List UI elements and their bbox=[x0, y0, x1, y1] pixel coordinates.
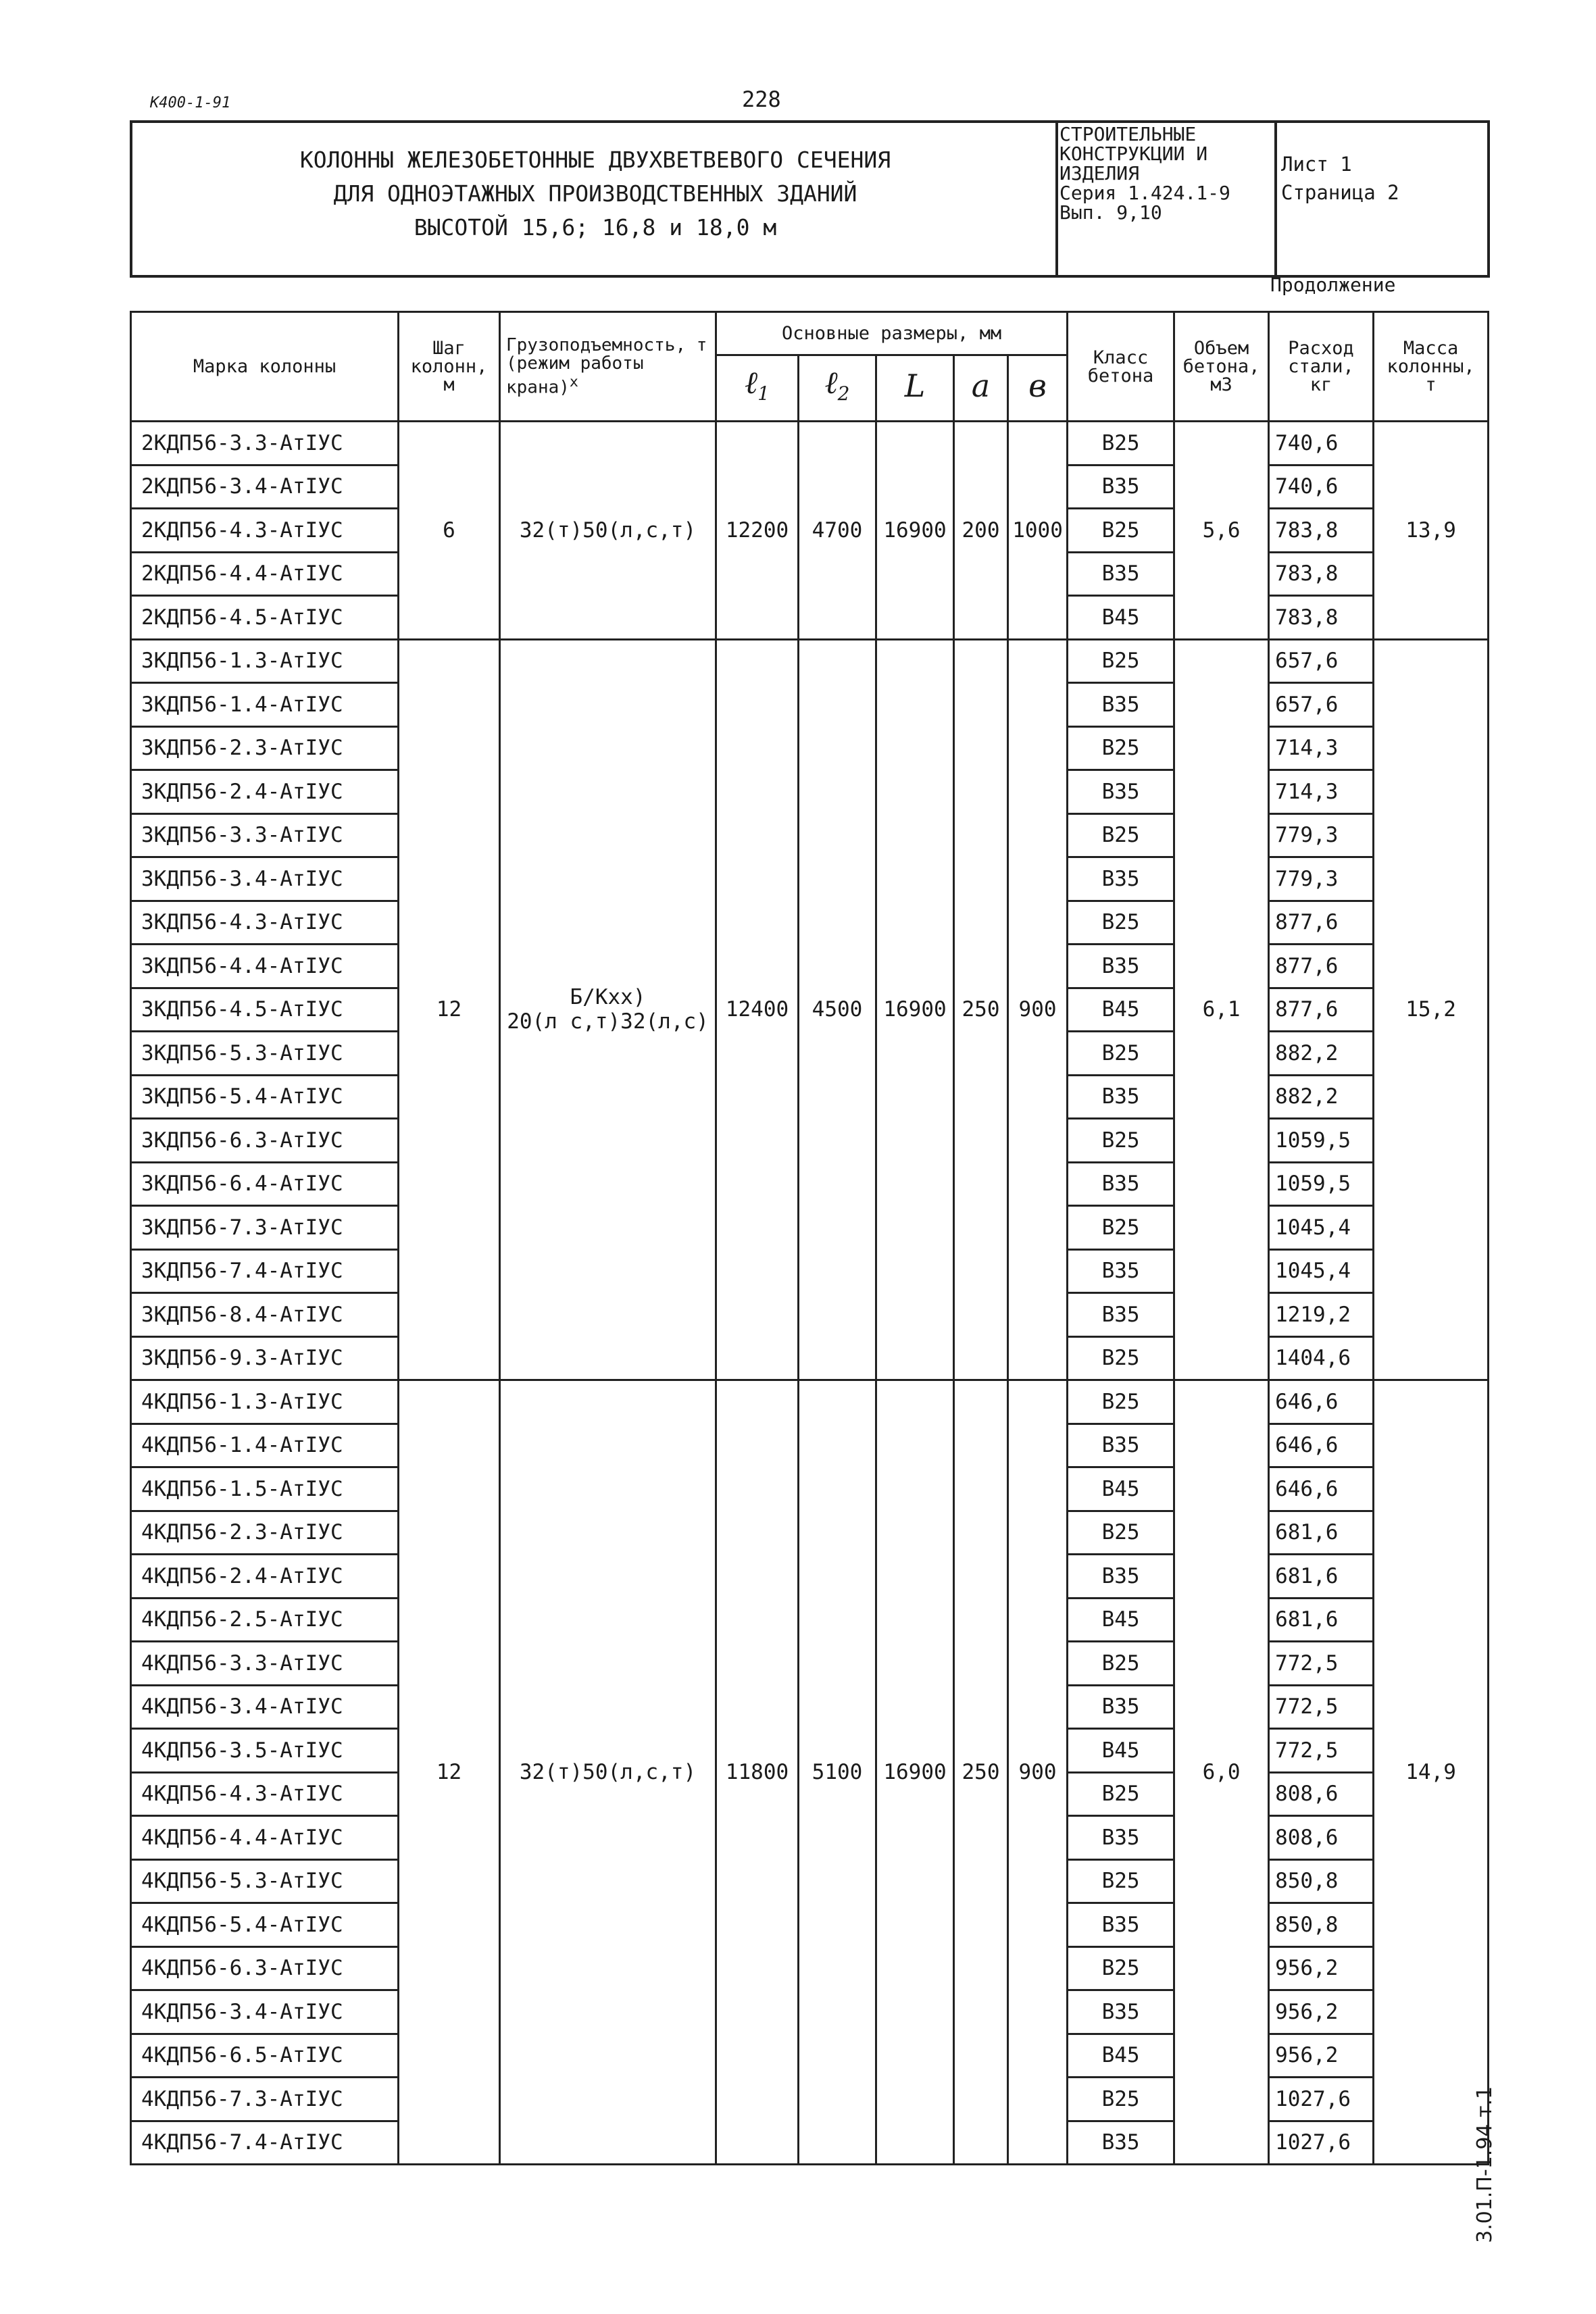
cell-concrete-class: В25 bbox=[1068, 1380, 1174, 1424]
cell-steel: 646,6 bbox=[1269, 1467, 1374, 1511]
cell-a: 250 bbox=[954, 1380, 1008, 2165]
cell-concrete-class: В25 bbox=[1068, 1946, 1174, 1990]
page-number: 228 bbox=[742, 86, 781, 112]
cell-l1: 11800 bbox=[716, 1380, 799, 2165]
cell-mass: 13,9 bbox=[1374, 422, 1489, 640]
cell-steel: 783,8 bbox=[1269, 596, 1374, 640]
cell-concrete-class: В45 bbox=[1068, 1729, 1174, 1773]
header-concrete-class: Класс бетона bbox=[1068, 312, 1174, 422]
cell-concrete-class: В35 bbox=[1068, 1816, 1174, 1860]
cell-mark: 4КДП56-3.5-АтIУС bbox=[131, 1729, 399, 1773]
capacity-value: 32(т)50(л,с,т) bbox=[519, 518, 697, 543]
cell-L: 16900 bbox=[876, 422, 954, 640]
cell-concrete-class: В25 bbox=[1068, 1511, 1174, 1555]
cell-capacity bbox=[500, 422, 716, 640]
cell-concrete-volume: 6,0 bbox=[1174, 1380, 1269, 2165]
cell-mark: 4КДП56-1.3-АтIУС bbox=[131, 1380, 399, 1424]
cell-concrete-class: В35 bbox=[1068, 1685, 1174, 1729]
cell-concrete-class: В25 bbox=[1068, 639, 1174, 683]
cell-mark: 2КДП56-3.3-АтIУС bbox=[131, 422, 399, 466]
cell-mark: 3КДП56-5.3-АтIУС bbox=[131, 1032, 399, 1076]
cell-step: 6 bbox=[399, 422, 500, 640]
cell-l1: 12200 bbox=[716, 422, 799, 640]
cell-mark: 4КДП56-3.4-АтIУС bbox=[131, 1685, 399, 1729]
header-step: Шаг колонн, м bbox=[399, 312, 500, 422]
series-line: КОНСТРУКЦИИ И bbox=[1059, 143, 1208, 165]
cell-concrete-class: В25 bbox=[1068, 1336, 1174, 1380]
cell-l2: 4500 bbox=[799, 639, 876, 1380]
cell-steel: 1404,6 bbox=[1269, 1336, 1374, 1380]
cell-steel: 714,3 bbox=[1269, 770, 1374, 814]
title-line: КОЛОННЫ ЖЕЛЕЗОБЕТОННЫЕ ДВУХВЕТВЕВОГО СЕЧЕНИЯ bbox=[299, 147, 891, 173]
cell-a: 200 bbox=[954, 422, 1008, 640]
capacity-note: Б/Кхх) bbox=[570, 985, 646, 1010]
series-line: Вып. 9,10 bbox=[1059, 201, 1162, 224]
cell-mark: 4КДП56-1.4-АтIУС bbox=[131, 1424, 399, 1467]
cell-mark: 4КДП56-3.3-АтIУС bbox=[131, 1642, 399, 1686]
cell-steel: 1027,6 bbox=[1269, 2121, 1374, 2165]
cell-steel: 657,6 bbox=[1269, 683, 1374, 727]
cell-concrete-class: В45 bbox=[1068, 1467, 1174, 1511]
cell-concrete-class: В35 bbox=[1068, 1075, 1174, 1119]
cell-mark: 4КДП56-2.3-АтIУС bbox=[131, 1511, 399, 1555]
cell-concrete-class: В25 bbox=[1068, 1642, 1174, 1686]
sheet-info bbox=[1281, 150, 1484, 207]
cell-steel: 956,2 bbox=[1269, 2034, 1374, 2078]
cell-concrete-class: В35 bbox=[1068, 1990, 1174, 2034]
header-capacity-sup: х bbox=[569, 373, 578, 391]
cell-steel: 850,8 bbox=[1269, 1903, 1374, 1947]
cell-mark: 3КДП56-3.4-АтIУС bbox=[131, 857, 399, 901]
title-divider bbox=[1274, 123, 1277, 275]
cell-steel: 1059,5 bbox=[1269, 1162, 1374, 1206]
cell-concrete-volume: 6,1 bbox=[1174, 639, 1269, 1380]
side-stamp-text: 3.01.П-1.94 т.1 bbox=[1473, 2086, 1497, 2243]
cell-mark: 4КДП56-6.5-АтIУС bbox=[131, 2034, 399, 2078]
cell-steel: 646,6 bbox=[1269, 1424, 1374, 1467]
cell-mark: 4КДП56-1.5-АтIУС bbox=[131, 1467, 399, 1511]
cell-mark: 4КДП56-5.3-АтIУС bbox=[131, 1859, 399, 1903]
cell-steel: 740,6 bbox=[1269, 422, 1374, 466]
cell-b: 1000 bbox=[1008, 422, 1068, 640]
cell-steel: 681,6 bbox=[1269, 1555, 1374, 1599]
cell-steel: 882,2 bbox=[1269, 1075, 1374, 1119]
cell-mark: 4КДП56-3.4-АтIУС bbox=[131, 1990, 399, 2034]
cell-steel: 808,6 bbox=[1269, 1816, 1374, 1860]
cell-concrete-class: В45 bbox=[1068, 2034, 1174, 2078]
cell-steel: 779,3 bbox=[1269, 857, 1374, 901]
cell-capacity bbox=[500, 1380, 716, 2165]
cell-mark: 2КДП56-4.4-АтIУС bbox=[131, 552, 399, 596]
cell-l2: 4700 bbox=[799, 422, 876, 640]
cell-b: 900 bbox=[1008, 1380, 1068, 2165]
cell-steel: 850,8 bbox=[1269, 1859, 1374, 1903]
cell-mass: 15,2 bbox=[1374, 639, 1489, 1380]
title-block bbox=[130, 120, 1490, 278]
cell-steel: 772,5 bbox=[1269, 1642, 1374, 1686]
cell-mark: 3КДП56-3.3-АтIУС bbox=[131, 813, 399, 857]
cell-concrete-class: В35 bbox=[1068, 465, 1174, 509]
cell-steel: 779,3 bbox=[1269, 813, 1374, 857]
cell-L: 16900 bbox=[876, 1380, 954, 2165]
cell-mark: 3КДП56-8.4-АтIУС bbox=[131, 1293, 399, 1337]
cell-step: 12 bbox=[399, 639, 500, 1380]
header-mark: Марка колонны bbox=[131, 312, 399, 422]
table-body bbox=[131, 422, 1489, 2165]
cell-mark: 3КДП56-6.3-АтIУС bbox=[131, 1119, 399, 1163]
cell-mark: 4КДП56-4.3-АтIУС bbox=[131, 1772, 399, 1816]
series-line: ИЗДЕЛИЯ bbox=[1059, 162, 1140, 184]
page-label: Страница 2 bbox=[1281, 181, 1399, 204]
cell-concrete-class: В35 bbox=[1068, 683, 1174, 727]
cell-steel: 772,5 bbox=[1269, 1729, 1374, 1773]
header-mass: Масса колонны, т bbox=[1374, 312, 1489, 422]
cell-concrete-class: В25 bbox=[1068, 509, 1174, 553]
cell-steel: 956,2 bbox=[1269, 1990, 1374, 2034]
cell-steel: 714,3 bbox=[1269, 726, 1374, 770]
cell-mark: 2КДП56-4.3-АтIУС bbox=[131, 509, 399, 553]
sheet-label: Лист 1 bbox=[1281, 153, 1352, 176]
table-row bbox=[131, 639, 1489, 683]
cell-mark: 3КДП56-4.5-АтIУС bbox=[131, 988, 399, 1032]
cell-mark: 3КДП56-1.4-АтIУС bbox=[131, 683, 399, 727]
cell-mark: 3КДП56-4.4-АтIУС bbox=[131, 945, 399, 988]
cell-concrete-class: В25 bbox=[1068, 813, 1174, 857]
cell-step: 12 bbox=[399, 1380, 500, 2165]
cell-steel: 657,6 bbox=[1269, 639, 1374, 683]
cell-mark: 3КДП56-4.3-АтIУС bbox=[131, 901, 399, 945]
capacity-value: 32(т)50(л,с,т) bbox=[519, 1760, 697, 1784]
header-steel: Расход стали, кг bbox=[1269, 312, 1374, 422]
cell-steel: 681,6 bbox=[1269, 1598, 1374, 1642]
table-row bbox=[131, 422, 1489, 466]
cell-concrete-class: В35 bbox=[1068, 552, 1174, 596]
header-dim-L: L bbox=[876, 355, 954, 422]
cell-mark: 4КДП56-2.4-АтIУС bbox=[131, 1555, 399, 1599]
title-line: ВЫСОТОЙ 15,6; 16,8 и 18,0 м bbox=[414, 214, 777, 241]
cell-mark: 3КДП56-7.4-АтIУС bbox=[131, 1249, 399, 1293]
cell-L: 16900 bbox=[876, 639, 954, 1380]
cell-steel: 877,6 bbox=[1269, 901, 1374, 945]
cell-mark: 3КДП56-5.4-АтIУС bbox=[131, 1075, 399, 1119]
header-dim-l2: ℓ$_2$ bbox=[799, 355, 876, 422]
header-dim-b: в bbox=[1008, 355, 1068, 422]
header-dim-a: a bbox=[954, 355, 1008, 422]
cell-steel: 1045,4 bbox=[1269, 1249, 1374, 1293]
cell-mark: 4КДП56-5.4-АтIУС bbox=[131, 1903, 399, 1947]
cell-b: 900 bbox=[1008, 639, 1068, 1380]
cell-concrete-class: В25 bbox=[1068, 901, 1174, 945]
cell-steel: 783,8 bbox=[1269, 552, 1374, 596]
cell-steel: 1045,4 bbox=[1269, 1206, 1374, 1250]
cell-concrete-class: В45 bbox=[1068, 1598, 1174, 1642]
cell-steel: 772,5 bbox=[1269, 1685, 1374, 1729]
cell-steel: 681,6 bbox=[1269, 1511, 1374, 1555]
header-capacity bbox=[500, 312, 716, 422]
cell-mark: 4КДП56-4.4-АтIУС bbox=[131, 1816, 399, 1860]
cell-steel: 1059,5 bbox=[1269, 1119, 1374, 1163]
cell-mark: 3КДП56-6.4-АтIУС bbox=[131, 1162, 399, 1206]
document-code: К400-1-91 bbox=[150, 95, 231, 111]
cell-a: 250 bbox=[954, 639, 1008, 1380]
side-stamp bbox=[1473, 2061, 1514, 2243]
cell-mark: 2КДП56-4.5-АтIУС bbox=[131, 596, 399, 640]
cell-mark: 3КДП56-7.3-АтIУС bbox=[131, 1206, 399, 1250]
cell-steel: 956,2 bbox=[1269, 1946, 1374, 1990]
cell-mark: 3КДП56-2.4-АтIУС bbox=[131, 770, 399, 814]
cell-concrete-class: В25 bbox=[1068, 422, 1174, 466]
cell-concrete-class: В35 bbox=[1068, 1555, 1174, 1599]
cell-mark: 3КДП56-9.3-АтIУС bbox=[131, 1336, 399, 1380]
cell-mark: 4КДП56-7.3-АтIУС bbox=[131, 2078, 399, 2121]
series-line: СТРОИТЕЛЬНЫЕ bbox=[1059, 123, 1197, 145]
cell-concrete-class: В35 bbox=[1068, 2121, 1174, 2165]
header-capacity-text: Грузоподъемность, т (режим работы крана) bbox=[506, 334, 707, 398]
header-dim-l1: ℓ$_1$ bbox=[716, 355, 799, 422]
cell-concrete-class: В35 bbox=[1068, 1903, 1174, 1947]
cell-mark: 3КДП56-2.3-АтIУС bbox=[131, 726, 399, 770]
continuation-label: Продолжение bbox=[1270, 274, 1396, 296]
cell-concrete-class: В35 bbox=[1068, 1293, 1174, 1337]
cell-steel: 877,6 bbox=[1269, 945, 1374, 988]
cell-concrete-class: В45 bbox=[1068, 988, 1174, 1032]
columns-table bbox=[130, 311, 1489, 2165]
capacity-value: 20(л с,т)32(л,с) bbox=[507, 1009, 709, 1034]
cell-concrete-class: В35 bbox=[1068, 1162, 1174, 1206]
cell-concrete-class: В35 bbox=[1068, 857, 1174, 901]
cell-mark: 3КДП56-1.3-АтIУС bbox=[131, 639, 399, 683]
cell-mark: 4КДП56-2.5-АтIУС bbox=[131, 1598, 399, 1642]
cell-mass: 14,9 bbox=[1374, 1380, 1489, 2165]
cell-concrete-class: В35 bbox=[1068, 1249, 1174, 1293]
cell-mark: 4КДП56-7.4-АтIУС bbox=[131, 2121, 399, 2165]
title-divider bbox=[1055, 123, 1058, 275]
series-info bbox=[1059, 124, 1272, 222]
cell-concrete-class: В35 bbox=[1068, 945, 1174, 988]
title-line: ДЛЯ ОДНОЭТАЖНЫХ ПРОИЗВОДСТВЕННЫХ ЗДАНИЙ bbox=[333, 180, 857, 207]
cell-steel: 1219,2 bbox=[1269, 1293, 1374, 1337]
cell-mark: 4КДП56-6.3-АтIУС bbox=[131, 1946, 399, 1990]
cell-concrete-class: В25 bbox=[1068, 1119, 1174, 1163]
cell-concrete-class: В25 bbox=[1068, 1206, 1174, 1250]
cell-capacity bbox=[500, 639, 716, 1380]
header-concrete-volume: Объем бетона, м3 bbox=[1174, 312, 1269, 422]
cell-concrete-class: В35 bbox=[1068, 1424, 1174, 1467]
cell-steel: 740,6 bbox=[1269, 465, 1374, 509]
cell-concrete-class: В25 bbox=[1068, 1032, 1174, 1076]
cell-l1: 12400 bbox=[716, 639, 799, 1380]
cell-concrete-class: В25 bbox=[1068, 1859, 1174, 1903]
table-row bbox=[131, 1380, 1489, 1424]
cell-concrete-volume: 5,6 bbox=[1174, 422, 1269, 640]
cell-concrete-class: В25 bbox=[1068, 2078, 1174, 2121]
document-title bbox=[173, 143, 1018, 245]
cell-mark: 2КДП56-3.4-АтIУС bbox=[131, 465, 399, 509]
cell-steel: 882,2 bbox=[1269, 1032, 1374, 1076]
cell-steel: 877,6 bbox=[1269, 988, 1374, 1032]
cell-steel: 783,8 bbox=[1269, 509, 1374, 553]
cell-steel: 646,6 bbox=[1269, 1380, 1374, 1424]
cell-concrete-class: В45 bbox=[1068, 596, 1174, 640]
cell-steel: 808,6 bbox=[1269, 1772, 1374, 1816]
series-line: Серия 1.424.1-9 bbox=[1059, 182, 1230, 204]
cell-concrete-class: В25 bbox=[1068, 1772, 1174, 1816]
cell-concrete-class: В35 bbox=[1068, 770, 1174, 814]
cell-steel: 1027,6 bbox=[1269, 2078, 1374, 2121]
cell-concrete-class: В25 bbox=[1068, 726, 1174, 770]
header-main-dims: Основные размеры, мм bbox=[716, 312, 1068, 355]
cell-l2: 5100 bbox=[799, 1380, 876, 2165]
